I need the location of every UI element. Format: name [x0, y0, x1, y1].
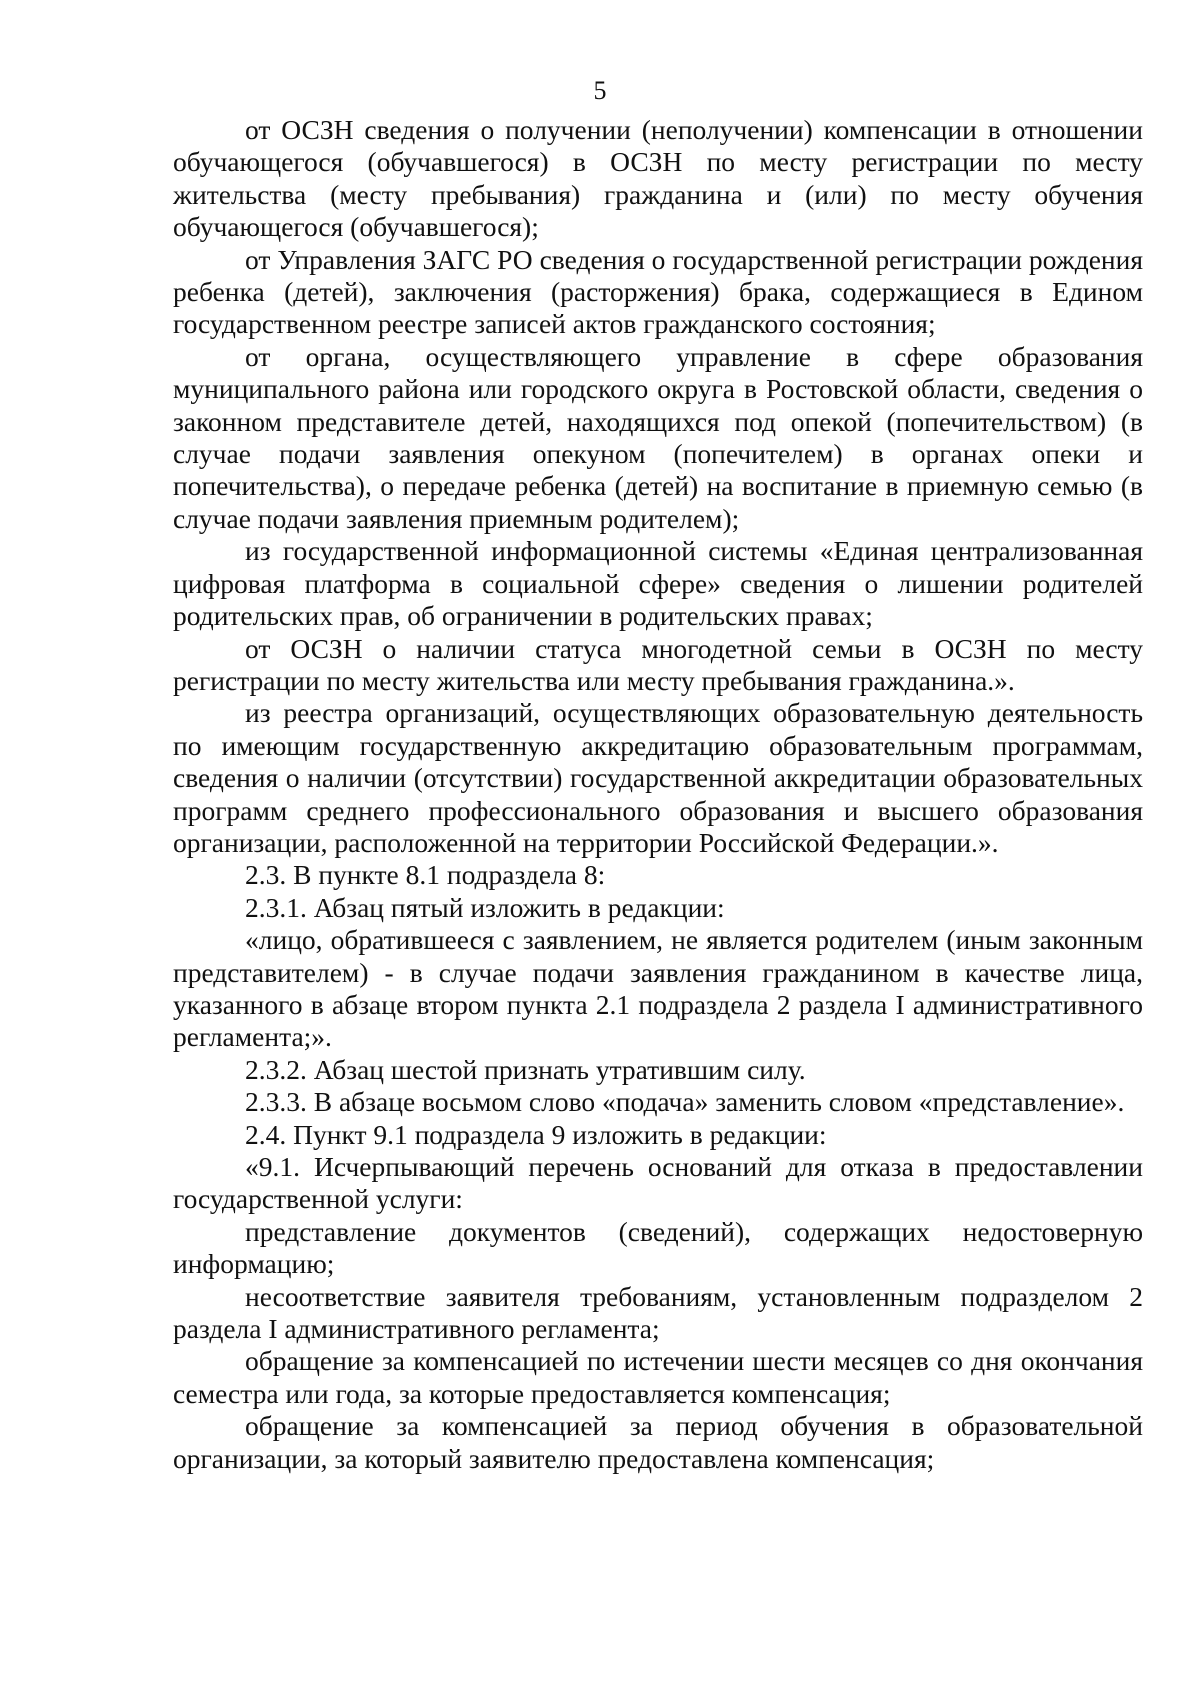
paragraph-already-compensated: обращение за компенсацией за период обучения в образовательной организации, за который заявителю предоставлена компенсация; [173, 1410, 1143, 1474]
paragraph-large-family-status: от ОСЗН о наличии статуса многодетной семьи в ОСЗН по месту регистрации по месту жительства или месту пребывания гражданина.». [173, 632, 1143, 696]
paragraph-false-documents: представление документов (сведений), содержащих недостоверную информацию; [173, 1215, 1143, 1280]
paragraph-applicant-mismatch: несоответствие заявителя требованиям, установленным подразделом 2 раздела I административного регламента; [173, 1280, 1143, 1345]
paragraph-zags-registration-info: от Управления ЗАГС РО сведения о государственной регистрации рождения ребенка (детей), заключения (расторжения) брака, содержащиеся в Едином государственном реестре записей актов гражданского состояния; [173, 243, 1143, 340]
document-body [173, 114, 1143, 1475]
paragraph-clause-2-3-3: 2.3.3. В абзаце восьмом слово «подача» заменить словом «представление». [245, 1086, 1125, 1118]
paragraph-state-info-system: из государственной информационной системы «Единая централизованная цифровая платформа в социальной сфере» сведения о лишении родителей родительских прав, об ограничении в родительских правах; [173, 535, 1143, 632]
paragraph-clause-2-3: 2.3. В пункте 8.1 подраздела 8: [245, 859, 606, 891]
paragraph-accreditation-registry: из реестра организаций, осуществляющих образовательную деятельность по имеющим государственную аккредитацию образовательным программам, сведения о наличии (отсутствии) государственной аккредитации образовательных программ среднего профессионального образования и высшего образования организации, расположенной на территории Российской Федерации.». [173, 697, 1143, 858]
paragraph-education-authority-info: от органа, осуществляющего управление в сфере образования муниципального района или городского округа в Ростовской области, сведения о законном представителе детей, находящихся под опекой (попечительством) (в случае подачи заявления опекуном (попечителем) в органах опеки и попечительства), о передаче ребенка (детей) на воспитание в приемную семью (в случае подачи заявления приемным родителем); [173, 340, 1143, 534]
paragraph-oszn-compensation-info: от ОСЗН сведения о получении (неполучении) компенсации в отношении обучающегося (обучавшегося) в ОСЗН по месту регистрации по месту жительства (месту пребывания) гражданина и (или) по месту обучения обучающегося (обучавшегося); [173, 114, 1143, 243]
page-number: 5 [593, 76, 607, 105]
paragraph-clause-2-3-2: 2.3.2. Абзац шестой признать утратившим силу. [245, 1053, 806, 1085]
paragraph-clause-2-4: 2.4. Пункт 9.1 подраздела 9 изложить в редакции: [245, 1118, 827, 1150]
paragraph-quoted-applicant-not-parent: «лицо, обратившееся с заявлением, не является родителем (иным законным представителем) - в случае подачи заявления гражданином в качестве лица, указанного в абзаце втором пункта 2.1 подраздела 2 раздела I административного регламента;». [173, 924, 1143, 1053]
paragraph-clause-9-1: «9.1. Исчерпывающий перечень оснований для отказа в предоставлении государственной услуги: [173, 1151, 1143, 1215]
paragraph-clause-2-3-1: 2.3.1. Абзац пятый изложить в редакции: [245, 891, 725, 923]
paragraph-six-month-deadline: обращение за компенсацией по истечении шести месяцев со дня окончания семестра или года, за которые предоставляется компенсация; [173, 1345, 1143, 1409]
